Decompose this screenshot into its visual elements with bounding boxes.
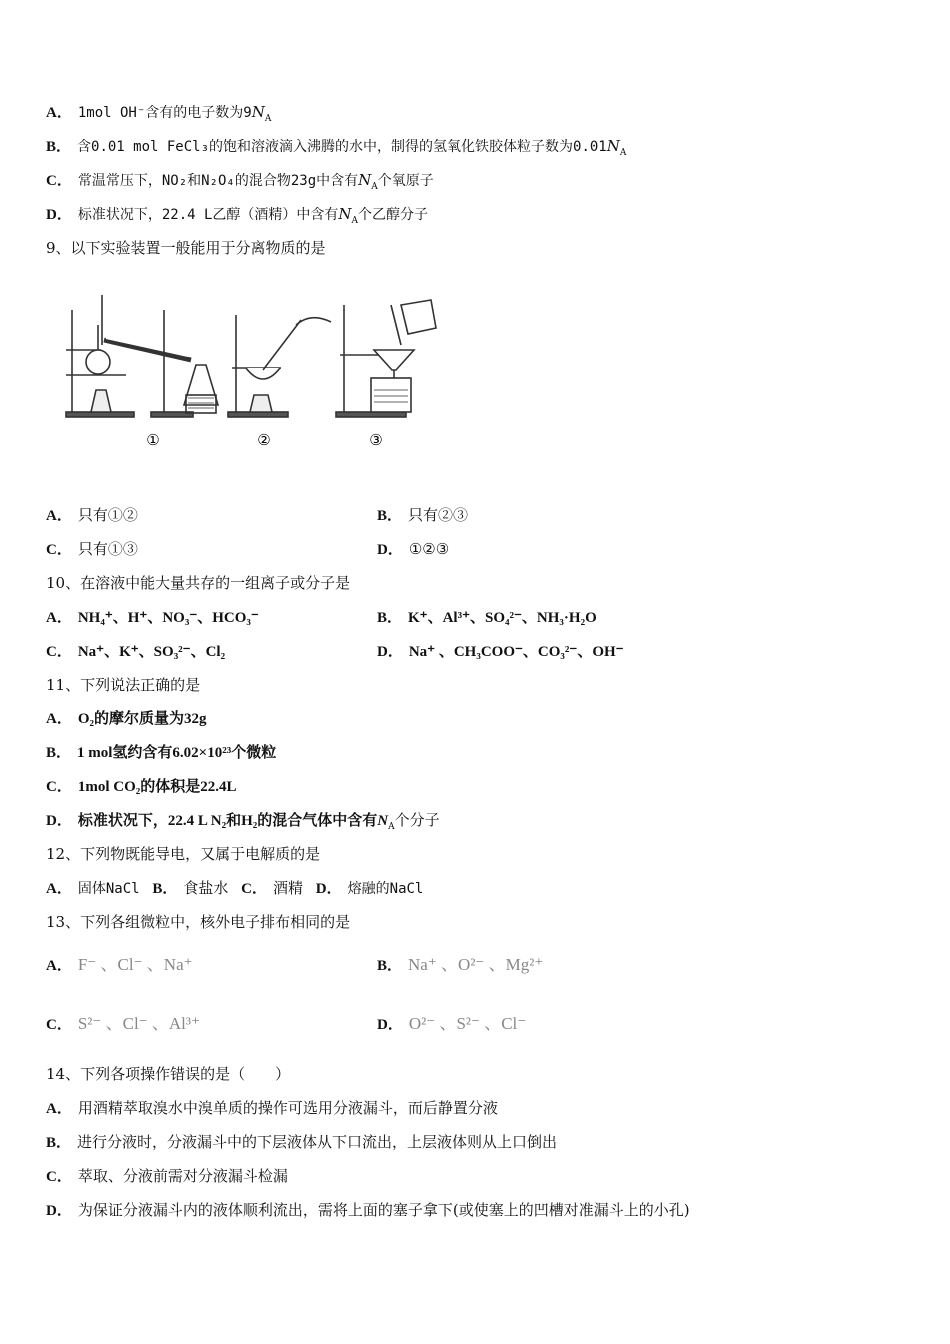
option-text: ①②③ xyxy=(408,540,450,558)
beaker xyxy=(371,378,411,412)
option-text: O₂的摩尔质量为32g xyxy=(77,711,207,727)
q13-option-b xyxy=(377,955,543,976)
q8-option-c xyxy=(46,170,434,197)
figure-label-1: ① xyxy=(146,431,160,449)
option-text: 1 mol氢约含有6.02×10²³个微粒 xyxy=(77,745,277,761)
q12-options xyxy=(46,878,423,899)
option-text: 只有①② xyxy=(77,506,138,524)
option-text: Na⁺ 、O²⁻ 、Mg²⁺ xyxy=(408,955,544,974)
option-label: C． xyxy=(46,1017,72,1033)
q9-option-b xyxy=(377,505,468,526)
q9-option-a xyxy=(46,505,138,526)
avogadro-symbol: N xyxy=(377,813,389,829)
option-text: O²⁻ 、S²⁻ 、Cl⁻ xyxy=(408,1014,527,1033)
option-text: 含0.01 mol FeCl₃的饱和溶液滴入沸腾的水中，制得的氢氧化铁胶体粒子数为0.01 xyxy=(77,139,607,155)
option-text-post: 个氧原子 xyxy=(377,173,434,189)
q11-option-b xyxy=(46,742,276,763)
condenser xyxy=(104,340,191,360)
q10-option-a xyxy=(46,607,259,628)
option-text: K⁺、Al³⁺、SO₄²⁻、NH₃·H₂O xyxy=(408,610,597,626)
distillation-flask xyxy=(86,350,110,374)
option-label: A． xyxy=(46,105,72,121)
option-text: S²⁻ 、Cl⁻ 、Al³⁺ xyxy=(77,1014,200,1033)
option-text-post: 个乙醇分子 xyxy=(358,207,429,223)
q9-option-d xyxy=(377,539,449,560)
q13-stem: 13、下列各组微粒中，核外电子排布相同的是 xyxy=(46,913,351,931)
option-label: C． xyxy=(46,542,72,558)
option-label: D． xyxy=(377,1017,403,1033)
option-label: A． xyxy=(46,1101,72,1117)
option-text: Na⁺、K⁺、SO₃²⁻、Cl₂ xyxy=(77,644,226,660)
q13-option-a xyxy=(46,955,193,976)
option-label-a: A． xyxy=(46,881,72,897)
option-text-c: 酒精 xyxy=(273,879,304,897)
receiving-flask xyxy=(184,365,218,405)
option-label: B． xyxy=(377,508,403,524)
option-label: D． xyxy=(377,644,403,660)
q13-option-d xyxy=(377,1014,526,1035)
option-text: 用酒精萃取溴水中溴单质的操作可选用分液漏斗，而后静置分液 xyxy=(77,1099,498,1117)
option-text: Na⁺ 、CH₃COO⁻、CO₃²⁻、OH⁻ xyxy=(408,644,624,660)
option-text: 进行分液时，分液漏斗中的下层液体从下口流出，上层液体则从上口倒出 xyxy=(77,1133,558,1151)
avogadro-subscript: A xyxy=(371,182,378,192)
avogadro-symbol: N xyxy=(251,103,265,121)
option-text-post: 个分子 xyxy=(394,811,440,829)
alcohol-lamp-2 xyxy=(250,395,272,412)
avogadro-subscript: A xyxy=(388,822,395,832)
q12-stem: 12、下列物既能导电，又属于电解质的是 xyxy=(46,845,321,863)
option-text: 1mol OH⁻含有的电子数为9 xyxy=(77,105,252,121)
option-label: C． xyxy=(46,173,72,189)
figure-label-3: ③ xyxy=(369,431,383,449)
pouring-beaker xyxy=(401,300,436,334)
avogadro-subscript: A xyxy=(351,216,359,226)
q14-option-a xyxy=(46,1098,498,1119)
option-label: A． xyxy=(46,711,72,727)
avogadro-subscript: A xyxy=(619,148,627,158)
option-text: 只有①③ xyxy=(77,540,138,558)
q13-option-c xyxy=(46,1014,200,1035)
option-text: F⁻ 、Cl⁻ 、Na⁺ xyxy=(77,955,193,974)
option-label: C． xyxy=(46,644,72,660)
option-label: A． xyxy=(46,958,72,974)
avogadro-subscript: A xyxy=(264,114,272,124)
q10-option-c xyxy=(46,641,225,662)
figure-label-2: ② xyxy=(257,431,271,449)
q14-option-c xyxy=(46,1166,288,1187)
option-text: 只有②③ xyxy=(408,506,469,524)
q8-option-a xyxy=(46,102,271,129)
q14-stem: 14、下列各项操作错误的是（ ） xyxy=(46,1065,291,1083)
q14-option-b xyxy=(46,1132,557,1153)
option-label: C． xyxy=(46,1169,72,1185)
q8-option-b xyxy=(46,136,626,163)
alcohol-lamp-1 xyxy=(91,390,111,412)
q11-stem: 11、下列说法正确的是 xyxy=(46,676,201,694)
option-text: 标准状况下，22.4 L N₂和H₂的混合气体中含有 xyxy=(77,813,378,829)
option-label: C． xyxy=(46,779,72,795)
option-label: D． xyxy=(46,1203,72,1219)
option-label: A． xyxy=(46,508,72,524)
option-label: B． xyxy=(46,1135,72,1151)
option-text-b: 食盐水 xyxy=(183,879,229,897)
q9-stem: 9、以下实验装置一般能用于分离物质的是 xyxy=(46,239,326,257)
option-label: D． xyxy=(46,813,72,829)
option-label: B． xyxy=(46,745,72,761)
option-text-a: 固体NaCl xyxy=(77,881,140,897)
q11-option-a xyxy=(46,708,207,729)
option-text: 为保证分液漏斗内的液体顺利流出，需将上面的塞子拿下(或使塞上的凹槽对准漏斗上的小孔) xyxy=(77,1201,690,1219)
option-label: B． xyxy=(46,139,72,155)
q10-option-b xyxy=(377,607,597,628)
glass-rod xyxy=(263,320,301,370)
option-label: B． xyxy=(377,958,403,974)
option-label-b: B． xyxy=(152,881,178,897)
q14-option-d xyxy=(46,1200,690,1221)
glass-rod-3 xyxy=(391,305,401,345)
option-label-c: C． xyxy=(241,881,267,897)
q11-option-c xyxy=(46,776,237,797)
option-text: 萃取、分液前需对分液漏斗检漏 xyxy=(77,1167,288,1185)
option-text: 常温常压下，NO₂和N₂O₄的混合物23g中含有 xyxy=(77,173,359,189)
q8-option-d xyxy=(46,204,428,231)
option-label: D． xyxy=(46,207,72,223)
option-text-d: 熔融的NaCl xyxy=(347,881,424,897)
q10-stem: 10、在溶液中能大量共存的一组离子或分子是 xyxy=(46,574,351,592)
option-text: 1mol CO₂的体积是22.4L xyxy=(77,779,237,795)
q9-option-c xyxy=(46,539,138,560)
option-label: B． xyxy=(377,610,403,626)
lab-apparatus-figure xyxy=(56,290,456,460)
q11-option-d xyxy=(46,810,440,837)
avogadro-symbol: N xyxy=(338,205,352,223)
funnel xyxy=(374,350,414,370)
avogadro-symbol: N xyxy=(606,137,620,155)
option-text: NH₄⁺、H⁺、NO₃⁻、HCO₃⁻ xyxy=(77,610,259,626)
option-label: A． xyxy=(46,610,72,626)
avogadro-symbol: N xyxy=(358,171,372,189)
option-text: 标准状况下，22.4 L乙醇（酒精）中含有 xyxy=(77,207,339,223)
option-label-d: D． xyxy=(315,881,342,897)
option-label: D． xyxy=(377,542,403,558)
q10-option-d xyxy=(377,641,624,662)
